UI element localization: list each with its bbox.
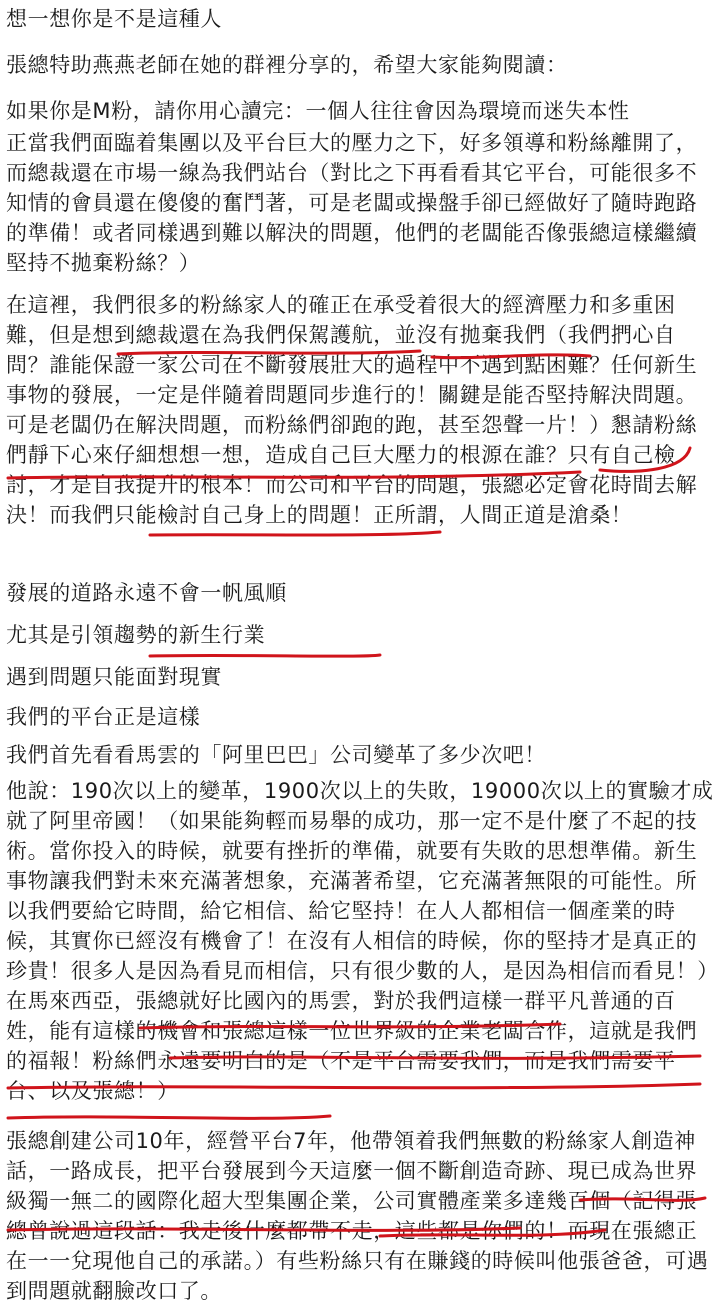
m-fan-line: 如果你是M粉，請你用心讀完：一個人往往會因為環境而迷失本性: [6, 99, 630, 123]
underline-mark: [8, 1116, 330, 1118]
underline-mark: [150, 655, 380, 656]
line-face-reality: 遇到問題只能面對現實: [6, 665, 222, 689]
line-our-platform: 我們的平台正是這樣: [6, 705, 201, 729]
article-title: 想一想你是不是這種人: [6, 7, 222, 31]
line-alibaba: 我們首先看看馬雲的「阿里巴巴」公司變革了多少次吧！: [6, 743, 546, 767]
line-new-industry: 尤其是引領趨勢的新生行業: [6, 623, 266, 647]
paragraph-reflection: 在這裡，我們很多的粉絲家人的確正在承受着很大的經濟壓力和多重困難，但是想到總裁還在為我們保駕護航，並沒有拋棄我們（我們捫心自問？誰能保證一家公司在不斷發展壯大的過程中不遇到點困難？任何新生事物的發展，一定是伴隨着問題同步進行的！關鍵是能否堅持解決問題。可是老闆仍在解決問題，而粉絲們卻跑的跑，甚至怨聲一片！）懇請粉絲們靜下心來仔細想想一想，造成自己巨大壓力的根源在誰？只有自己檢討，才是自我提升的根本！而公司和平台的問題，張總必定會花時間去解決！而我們只能檢討自己身上的問題！正所謂，人間正道是滄桑！: [6, 293, 698, 527]
line-development: 發展的道路永遠不會一帆風順: [6, 581, 287, 605]
underline-mark: [150, 532, 440, 535]
paragraph-jack-ma: 他說：190次以上的變革，1900次以上的失敗，19000次以上的實驗才成就了阿里帝國！（如果能夠輕而易舉的成功，那一定不是什麼了不起的技術。當你投入的時候，就要有挫折的準備，就要有失敗的思想準備。新生事物讓我們對未來充滿著想象，充滿著希望，它充滿著無限的可能性。所以我們要給它時間，給它相信、給它堅持！在人人都相信一個產業的時候，其實你已經沒有機會了！在沒有人相信的時候，你的堅持才是真正的珍貴！很多人是因為看見而相信，只有很少數的人，是因為相信而看見！）在馬來西亞，張總就好比國內的馬雲，對於我們這樣一群平凡普通的百姓，能有這樣的機會和張總這樣一位世界級的企業老闆合作，這就是我們的福報！粉絲們永遠要明白的是（不是平台需要我們，而是我們需要平台、以及張總！）: [6, 779, 714, 1103]
intro-line: 張總特助燕燕老師在她的群裡分享的，希望大家能夠閱讀：: [6, 53, 568, 77]
paragraph-pressure: 正當我們面臨着集團以及平台巨大的壓力之下，好多領導和粉絲離開了，而總裁還在市場一線為我們站台（對比之下再看看其它平台，可能很多不知情的會員還在傻傻的奮鬥著，可是老闆或操盤手卻已經做好了隨時跑路的準備！或者同樣遇到難以解決的問題，他們的老闆能否像張總這樣繼續堅持不拋棄粉絲？）: [6, 131, 698, 275]
paragraph-company-history: 張總創建公司10年，經營平台7年，他帶領着我們無數的粉絲家人創造神話，一路成長，把平台發展到今天這麼一個不斷創造奇跡、現已成為世界級獨一無二的國際化超大型集團企業，公司實體產業多達幾百個（記得張總曾說過這段話：我走後什麼都帶不走，這些都是你們的！而現在張總正在一一兌現他自己的承諾。）有些粉絲只有在賺錢的時候叫他張爸爸，可遇到問題就翻臉改口了。: [6, 1129, 709, 1303]
